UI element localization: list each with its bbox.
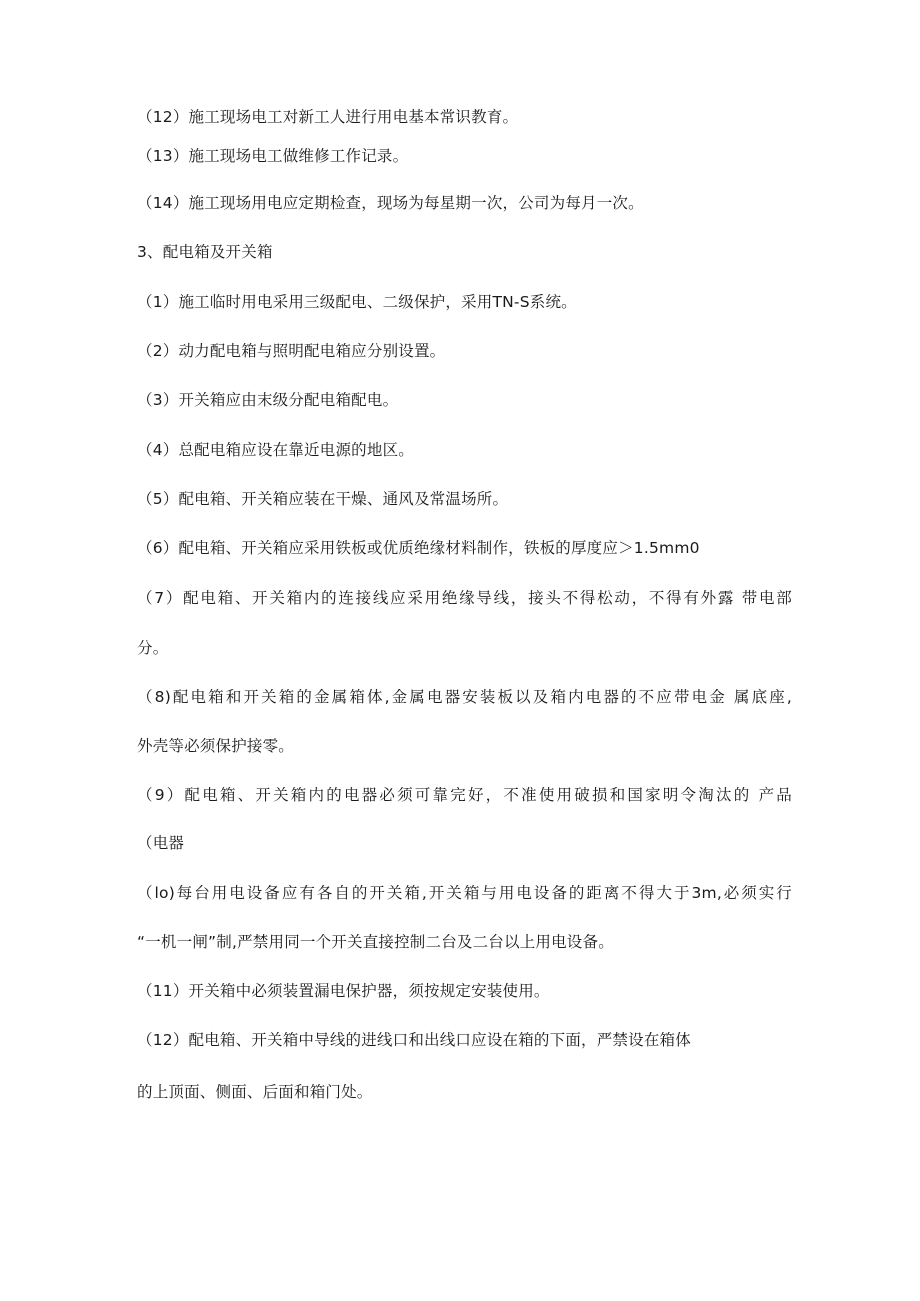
paragraph-line: （12）配电箱、开关箱中导线的进线口和出线口应设在箱的下面，严禁设在箱体	[137, 1031, 691, 1049]
paragraph-line: （12）施工现场电工对新工人进行用电基本常识教育。	[137, 108, 519, 126]
paragraph-line: （8)配电箱和开关箱的金属箱体,金属电器安装板以及箱内电器的不应带电金 属底座,	[137, 688, 792, 706]
paragraph-line: 分。	[137, 639, 169, 657]
paragraph-line: （5）配电箱、开关箱应装在干燥、通风及常温场所。	[137, 490, 509, 508]
paragraph-line: （13）施工现场电工做维修工作记录。	[137, 147, 409, 165]
paragraph-line: （2）动力配电箱与照明配电箱应分别设置。	[137, 342, 446, 360]
paragraph-line: （7）配电箱、开关箱内的连接线应采用绝缘导线，接头不得松动，不得有外露 带电部	[137, 589, 792, 607]
paragraph-line: （电器	[137, 834, 185, 852]
paragraph-line: “一机一闸”制,严禁用同一个开关直接控制二台及二台以上用电设备。	[137, 933, 614, 951]
section-heading: 3、配电箱及开关箱	[137, 243, 273, 261]
paragraph-line: （6）配电箱、开关箱应采用铁板或优质绝缘材料制作，铁板的厚度应＞1.5mm0	[137, 539, 700, 557]
paragraph-line: （11）开关箱中必须装置漏电保护器，须按规定安装使用。	[137, 982, 550, 1000]
paragraph-line: （4）总配电箱应设在靠近电源的地区。	[137, 441, 414, 459]
paragraph-line: （1）施工临时用电采用三级配电、二级保护，采用TN-S系统。	[137, 293, 577, 311]
paragraph-line: 的上顶面、侧面、后面和箱门处。	[137, 1083, 373, 1101]
paragraph-line: （14）施工现场用电应定期检查，现场为每星期一次，公司为每月一次。	[137, 194, 644, 212]
paragraph-line: （9）配电箱、开关箱内的电器必须可靠完好，不准使用破损和国家明令淘汰的 产品	[137, 786, 792, 804]
paragraph-line: （lo)每台用电设备应有各自的开关箱,开关箱与用电设备的距离不得大于3m,必须实行	[137, 884, 792, 902]
paragraph-line: （3）开关箱应由末级分配电箱配电。	[137, 391, 399, 409]
paragraph-line: 外壳等必须保护接零。	[137, 737, 295, 755]
